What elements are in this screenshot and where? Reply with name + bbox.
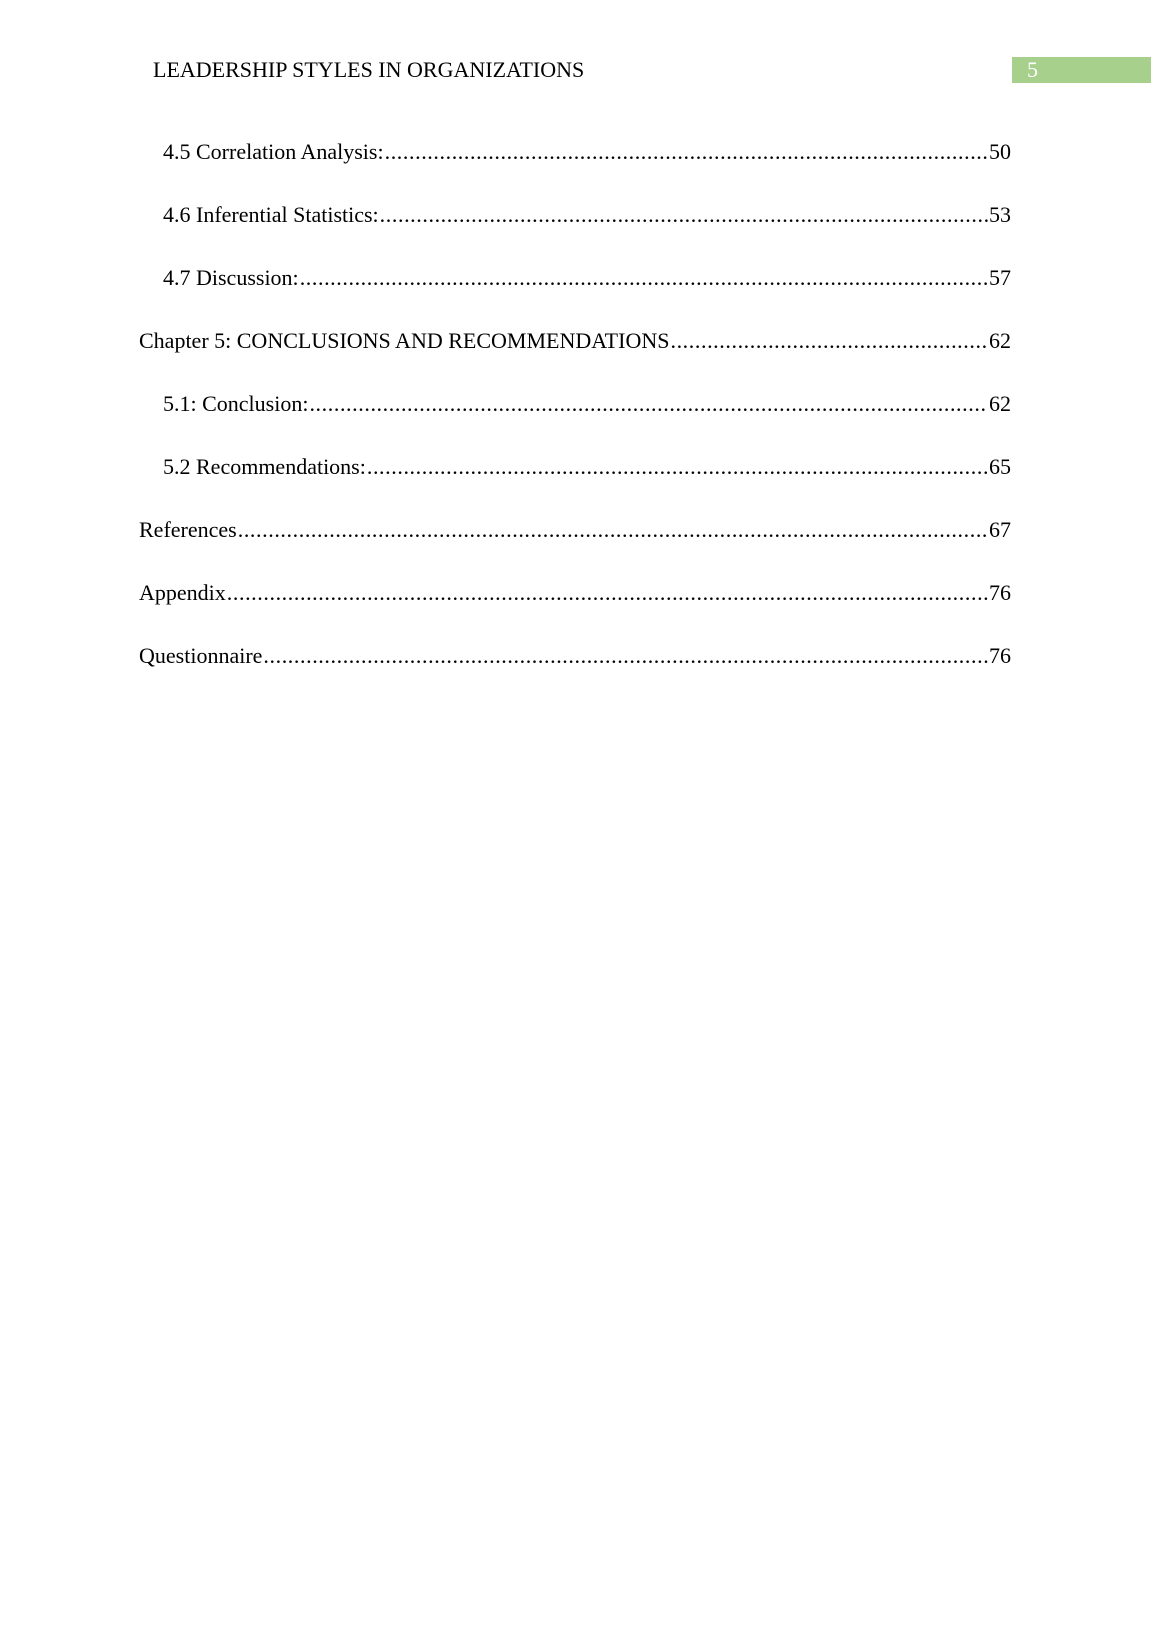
toc-dot-leader: [380, 200, 988, 230]
toc-entry-page: 62: [989, 391, 1011, 416]
toc-entry-conclusion[interactable]: [163, 389, 1011, 419]
toc-entry-appendix[interactable]: [139, 578, 1011, 608]
toc-entry-page: 67: [989, 517, 1011, 542]
running-head: LEADERSHIP STYLES IN ORGANIZATIONS: [153, 57, 585, 82]
toc-entry-label: 4.7 Discussion:: [163, 265, 299, 290]
toc-entry-page: 57: [989, 265, 1011, 290]
toc-entry-page: 76: [989, 580, 1011, 605]
toc-dot-leader: [263, 641, 988, 671]
toc-entry-chapter-5[interactable]: [139, 326, 1011, 356]
toc-dot-leader: [227, 578, 988, 608]
page-number: 5: [1027, 57, 1038, 82]
toc-entry-label: 4.5 Correlation Analysis:: [163, 139, 384, 164]
toc-entry-label: Chapter 5: CONCLUSIONS AND RECOMMENDATIONS: [139, 328, 670, 353]
toc-dot-leader: [238, 515, 988, 545]
toc-entry-label: Appendix: [139, 580, 226, 605]
toc-entry-inferential-statistics[interactable]: [163, 200, 1011, 230]
toc-dot-leader: [309, 389, 988, 419]
toc-entry-label: 5.2 Recommendations:: [163, 454, 366, 479]
toc-entry-page: 62: [989, 328, 1011, 353]
toc-entry-page: 65: [989, 454, 1011, 479]
page-number-box: [1012, 57, 1151, 83]
toc-entry-discussion[interactable]: [163, 263, 1011, 293]
toc-dot-leader: [367, 452, 988, 482]
toc-entry-label: 4.6 Inferential Statistics:: [163, 202, 379, 227]
toc-entry-references[interactable]: [139, 515, 1011, 545]
toc-entry-recommendations[interactable]: [163, 452, 1011, 482]
toc-entry-questionnaire[interactable]: [139, 641, 1011, 671]
toc-entry-page: 76: [989, 643, 1011, 668]
toc-entry-label: References: [139, 517, 237, 542]
toc-dot-leader: [385, 137, 988, 167]
page-header: [0, 0, 1158, 120]
toc-dot-leader: [300, 263, 988, 293]
toc-dot-leader: [670, 326, 988, 356]
toc-entry-label: Questionnaire: [139, 643, 263, 668]
toc-entry-correlation-analysis[interactable]: [163, 137, 1011, 167]
toc-entry-page: 50: [989, 139, 1011, 164]
toc-entry-page: 53: [989, 202, 1011, 227]
toc-entry-label: 5.1: Conclusion:: [163, 391, 309, 416]
